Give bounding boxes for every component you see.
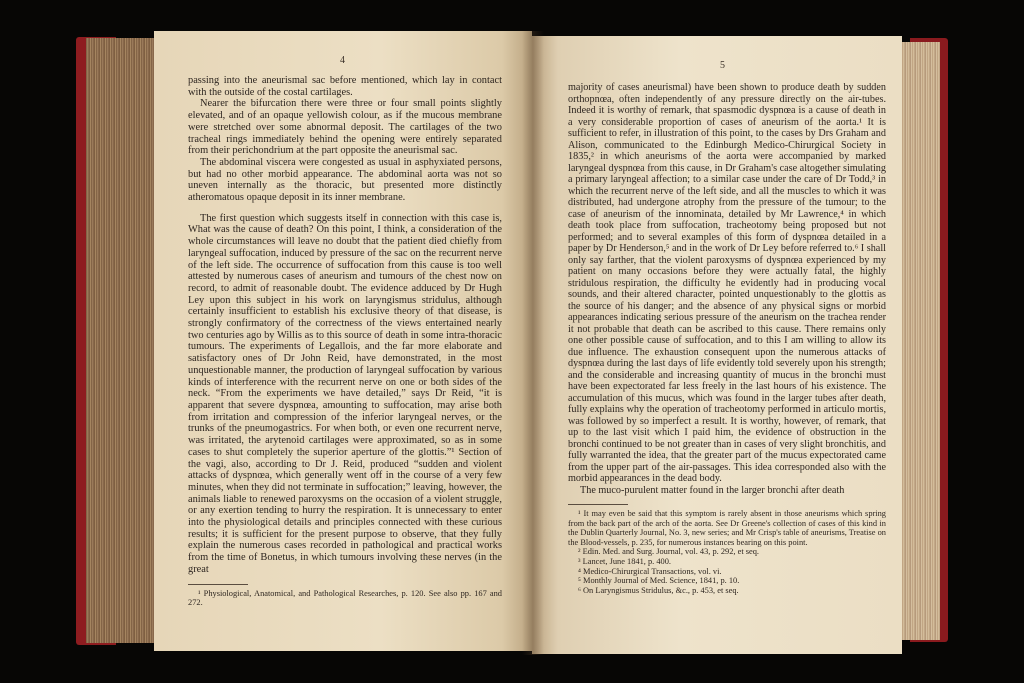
footnote: ⁴ Medico-Chirurgical Transactions, vol. vi. <box>578 566 722 576</box>
right-page-body <box>568 82 886 496</box>
paragraph: majority of cases aneurismal) have been shown to produce death by sudden orthopnœa, often independently of any pressure directly on the air-tubes. Indeed it is worthy of remark, that spasmodic dyspnœa is a cause of death in a very considerable proportion of cases of aneurism of the aorta.¹ It is sufficient to refer, in illustration of this point, to the cases by Drs Graham and Alison, communicated to the Edinburgh Medico-Chirurgical Society in 1835,² in which aneurisms of the aorta were accompanied by marked laryngeal dyspnœa from this cause, in Dr Graham's case altogether simulating a primary laryngeal affection; to a similar case under the care of Dr Todd,³ in which the recurrent nerve of the left side, and all the muscles to which it was distributed, had undergone atrophy from the pressure of the tumour; to the case of aneurism of the innominata, detailed by Mr Lawrence,⁴ in which death took place from suffocation, tracheotomy being proposed but not performed; and to several examples of this form of dyspnœa detailed in a paper by Dr Henderson,⁵ and in the work of Dr Ley before referred to.⁶ I shall only say farther, that the violent paroxysms of dyspnœa experienced by my patient on many occasions before they were actually fatal, the highly stridulous respiration, the difficulty he evidently had in producing vocal sounds, and their altered character, pointed unquestionably to the glottis as the source of his danger; and the absence of any physical signs or morbid appearances indicating serious pressure of the aneurism on the trachea render it not probable that death can be ascribed to this cause. There remains only one other possible cause of suffocation, and to this I am willing to allow its due influence. The exhaustion consequent upon the numerous attacks of dyspnœa during the last days of life evidently told severely upon his strength; and the considerable and increasing quantity of mucus in the bronchi must have been expectorated far less freely in the last hours of his existence. The accumulation of this mucus, which was found in the larger tubes after death, fully explains why the operation of tracheotomy performed in articulo mortis, was followed by so imperfect a result. It is worthy, however, of remark, that up to the last visit which I paid him, the evidence of obstruction in the bronchi continued to be not greater than in cases of very slight bronchitis, and fully warranted the idea, that the greater part of the mucus expectorated came from the upper part of the air-passages. This idea corresponded also with the morbid appearances in the dead body. <box>568 82 886 484</box>
paragraph: The muco-purulent matter found in the larger bronchi after death <box>580 484 845 496</box>
footnote: ⁶ On Laryngismus Stridulus, &c., p. 453, et seq. <box>578 585 739 595</box>
footnotes <box>568 509 886 595</box>
right-page <box>532 36 902 654</box>
page-number: 4 <box>340 55 345 66</box>
footnote: ³ Lancet, June 1841, p. 400. <box>578 556 671 566</box>
footnote-rule <box>188 584 248 585</box>
footnote: ¹ Physiological, Anatomical, and Pathological Researches, p. 120. See also pp. 167 and 272. <box>188 588 502 608</box>
footnote: ¹ It may even be said that this symptom is rarely absent in those aneurisms which spring from the back part of the arch of the aorta. See Dr Greene's collection of cases of this kind in the Dublin Quarterly Journal, No. 3, new series; and Mr Crisp's table of aneurisms, Treatise on the Blood-vessels, p. 235, for numerous instances bearing on this point. <box>568 509 886 547</box>
footnote: ² Edin. Med. and Surg. Journal, vol. 43, p. 292, et seq. <box>578 547 760 557</box>
paragraph: The abdominal viscera were congested as usual in asphyxiated persons, but had no other morbid appearance. The abdominal aorta was not so uneven internally as the thoracic, but presented more distinctly atheromatous opaque deposit in its inner membrane. <box>188 156 502 204</box>
left-page-body <box>188 75 502 576</box>
paragraph: passing into the aneurismal sac before mentioned, which lay in contact with the outside of the costal cartilages. <box>188 75 502 98</box>
page-number: 5 <box>720 60 725 71</box>
left-page <box>154 31 532 651</box>
paragraph: Nearer the bifurcation there were three or four small points slightly elevated, and of an opaque yellowish colour, as if the mucous membrane were stretched over some abnormal deposit. The cartilages of the two tracheal rings immediately behind the opening were entirely separated from their perichondrium at the part opposite the aneurismal sac. <box>188 98 502 157</box>
page-edges-left <box>86 38 156 643</box>
footnote: ⁵ Monthly Journal of Med. Science, 1841, p. 10. <box>578 576 740 586</box>
paragraph: The first question which suggests itself in connection with this case is, What was the cause of death? On this point, I think, a consideration of the whole circumstances will leave no doubt that the patient died chiefly from laryngeal suffocation, induced by pressure of the sac on the recurrent nerve of the left side. The occurrence of suffocation from this cause is too well attested by numerous cases of aneurism and tumours of the chest now on record, to admit of reasonable doubt. The evidence adduced by Dr Hugh Ley upon this subject in his work on laryngismus stridulus, although certainly insufficient to establish his exclusive theory of that disease, is strongly confirmatory of the correctness of the views entertained nearly two centuries ago by Willis as to this source of death in some intra-thoracic tumours. The experiments of Legallois, and the far more elaborate and satisfactory ones of Dr John Reid, have demonstrated, in the most unquestionable manner, the production of laryngeal suffocation by various kinds of interference with the recurrent nerve on one or both sides of the neck. “From the experiments we have detailed,” says Dr Reid, “it is apparent that severe dyspnœa, amounting to suffocation, may arise both from irritation and compression of the inferior laryngeal nerves, or the trunks of the pneumogastrics. For when both, or even one recurrent nerve, was irritated, the arytenoid cartilages were approximated, so as in some cases to shut completely the superior aperture of the glottis.”¹ Section of the vagi, also, according to Dr J. Reid, produced “sudden and violent attacks of dyspnœa, which generally went off in the course of a very few minutes, when they did not terminate in suffocation;” leaving, however, the animals liable to renewed paroxysms on the occasion of a violent struggle, or any exertion tending to hurry the respiration. It is unnecessary to enter into the physiological details and principles connected with these curious results; it is sufficient for the present purpose to observe, that they fully explain the numerous cases recorded in pathological and practical works from the time of Bonetus, in which tumours involving these nerves (in the great <box>188 212 502 575</box>
footnotes <box>188 589 502 608</box>
book-gutter <box>522 31 544 655</box>
footnote-rule <box>568 504 628 505</box>
